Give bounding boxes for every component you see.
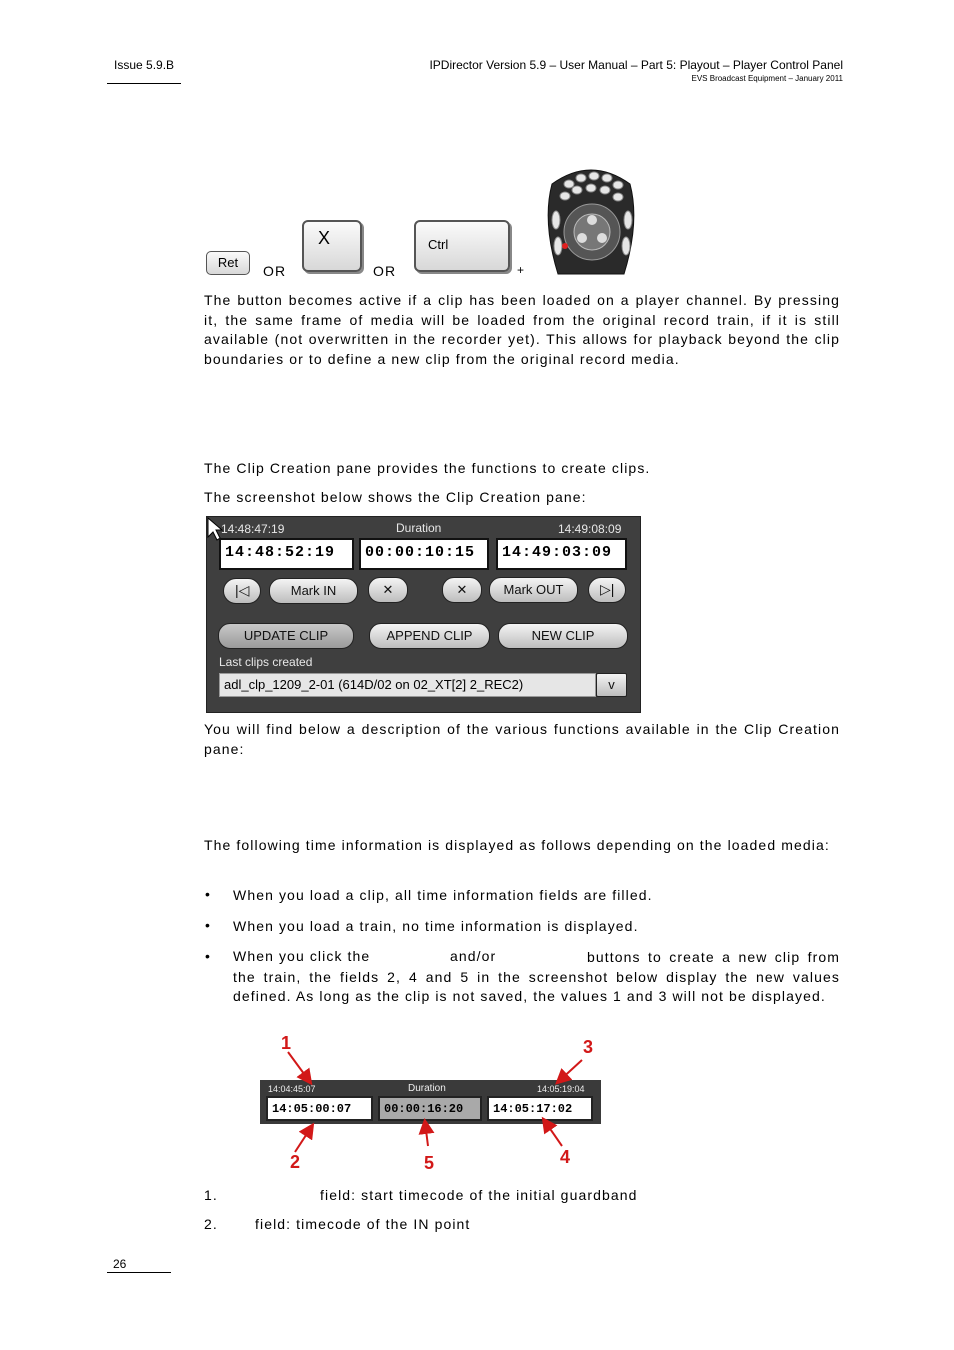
clear-icon: ✕ bbox=[382, 582, 394, 597]
header-title: IPDirector Version 5.9 – User Manual – Part 5: Playout – Player Control Panel bbox=[429, 58, 843, 72]
small-guard-in-label: 14:04:45:07 bbox=[268, 1084, 316, 1094]
or-text-2: OR bbox=[373, 263, 397, 279]
update-clip-button[interactable]: UPDATE CLIP bbox=[218, 623, 354, 649]
append-clip-button[interactable]: APPEND CLIP bbox=[369, 623, 490, 649]
x-key-image bbox=[302, 220, 362, 272]
bullet3-part-a: When you click the bbox=[233, 948, 371, 964]
callout-arrow-4 bbox=[544, 1120, 562, 1146]
or-text-1: OR bbox=[263, 263, 287, 279]
mark-in-button[interactable]: Mark IN bbox=[269, 578, 358, 604]
callout-arrow-2 bbox=[295, 1126, 312, 1152]
go-to-in-button[interactable] bbox=[223, 578, 261, 604]
bullet3-part-b: and/or bbox=[450, 948, 497, 964]
paragraph-screenshot-caption: The screenshot below shows the Clip Creation pane: bbox=[204, 489, 587, 505]
header-issue: Issue 5.9.B bbox=[114, 58, 175, 72]
header-rule bbox=[107, 83, 181, 84]
go-to-in-icon: |◁ bbox=[235, 582, 250, 598]
guard-in-label: 14:48:47:19 bbox=[221, 522, 285, 536]
callout-arrow-1 bbox=[288, 1052, 310, 1082]
bullet-marker: • bbox=[205, 886, 210, 902]
list-number-2: 2. bbox=[204, 1216, 218, 1232]
plus-text: + bbox=[517, 263, 526, 277]
guard-out-label: 14:49:08:09 bbox=[558, 522, 622, 536]
small-guard-out-label: 14:05:19:04 bbox=[537, 1084, 585, 1094]
duration-timecode-field[interactable]: 00:00:10:15 bbox=[359, 538, 489, 570]
paragraph-clip-creation-intro: The Clip Creation pane provides the functions to create clips. bbox=[204, 460, 651, 476]
small-in-timecode: 14:05:00:07 bbox=[266, 1096, 373, 1121]
clip-creation-pane bbox=[206, 516, 641, 713]
last-clips-combo[interactable]: adl_clp_1209_2-01 (614D/02 on 02_XT[2] 2_REC2) bbox=[219, 673, 596, 697]
x-key-label: X bbox=[318, 228, 331, 248]
list-item-1: field: start timecode of the initial guardband bbox=[320, 1187, 638, 1203]
paragraph-recall-button: The button becomes active if a clip has been loaded on a player channel. By pressing it, the same frame of media will be loaded from the original record train, if it is still available (not overwritten in the recorder yet). This allows for playback beyond the clip boundaries or to define a new clip from the original record media. bbox=[204, 292, 840, 367]
out-timecode-field[interactable]: 14:49:03:09 bbox=[496, 538, 627, 570]
footer-rule bbox=[107, 1272, 171, 1273]
callout-arrow-5 bbox=[425, 1122, 428, 1146]
callout-number-2: 2 bbox=[290, 1152, 301, 1172]
shuttle-remote-icon bbox=[544, 162, 638, 277]
header-subtitle: EVS Broadcast Equipment – January 2011 bbox=[691, 74, 843, 83]
ret-label: Ret bbox=[217, 255, 239, 270]
callout-number-5: 5 bbox=[424, 1153, 435, 1173]
clear-in-button[interactable] bbox=[368, 577, 408, 603]
in-timecode-field[interactable]: 14:48:52:19 bbox=[219, 538, 354, 570]
small-duration-label: Duration bbox=[408, 1083, 446, 1094]
bullet-item: When you load a clip, all time information fields are filled. bbox=[233, 887, 653, 903]
bullet-marker: • bbox=[205, 948, 210, 964]
ret-button-image bbox=[206, 251, 250, 275]
last-clips-label: Last clips created bbox=[219, 655, 313, 669]
paragraph-functions-description: You will find below a description of the various functions available in the Clip Creation pane: bbox=[204, 721, 840, 757]
small-duration-timecode: 00:00:16:20 bbox=[378, 1096, 482, 1121]
new-clip-button[interactable]: NEW CLIP bbox=[498, 623, 628, 649]
paragraph-time-information: The following time information is displayed as follows depending on the loaded media: bbox=[204, 837, 830, 853]
ctrl-key-image bbox=[414, 220, 510, 272]
bullet-item: When you load a train, no time information is displayed. bbox=[233, 918, 639, 934]
bullet3-part-c: buttons to create a new clip from the train, the fields 2, 4 and 5 in the screenshot below display the new values defined. As long as the clip is not saved, the values 1 and 3 will not be displayed. bbox=[233, 949, 840, 1004]
go-to-out-icon: ▷| bbox=[600, 581, 615, 597]
callout-number-1: 1 bbox=[281, 1033, 292, 1053]
small-out-timecode: 14:05:17:02 bbox=[487, 1096, 593, 1121]
list-item-2: field: timecode of the IN point bbox=[255, 1216, 471, 1232]
callout-arrow-3 bbox=[558, 1060, 582, 1082]
callout-number-3: 3 bbox=[583, 1037, 594, 1057]
duration-label: Duration bbox=[396, 521, 442, 535]
callout-arrows bbox=[250, 1030, 630, 1180]
clear-icon: ✕ bbox=[456, 582, 468, 597]
callout-number-4: 4 bbox=[560, 1147, 571, 1167]
last-clips-dropdown-button[interactable]: v bbox=[596, 673, 627, 697]
page-number: 26 bbox=[113, 1257, 127, 1271]
ctrl-key-label: Ctrl bbox=[428, 237, 449, 252]
mark-out-button[interactable]: Mark OUT bbox=[489, 577, 578, 603]
clear-out-button[interactable] bbox=[442, 577, 482, 603]
list-number-1: 1. bbox=[204, 1187, 218, 1203]
go-to-out-button[interactable] bbox=[588, 577, 626, 603]
bullet-marker: • bbox=[205, 917, 210, 933]
